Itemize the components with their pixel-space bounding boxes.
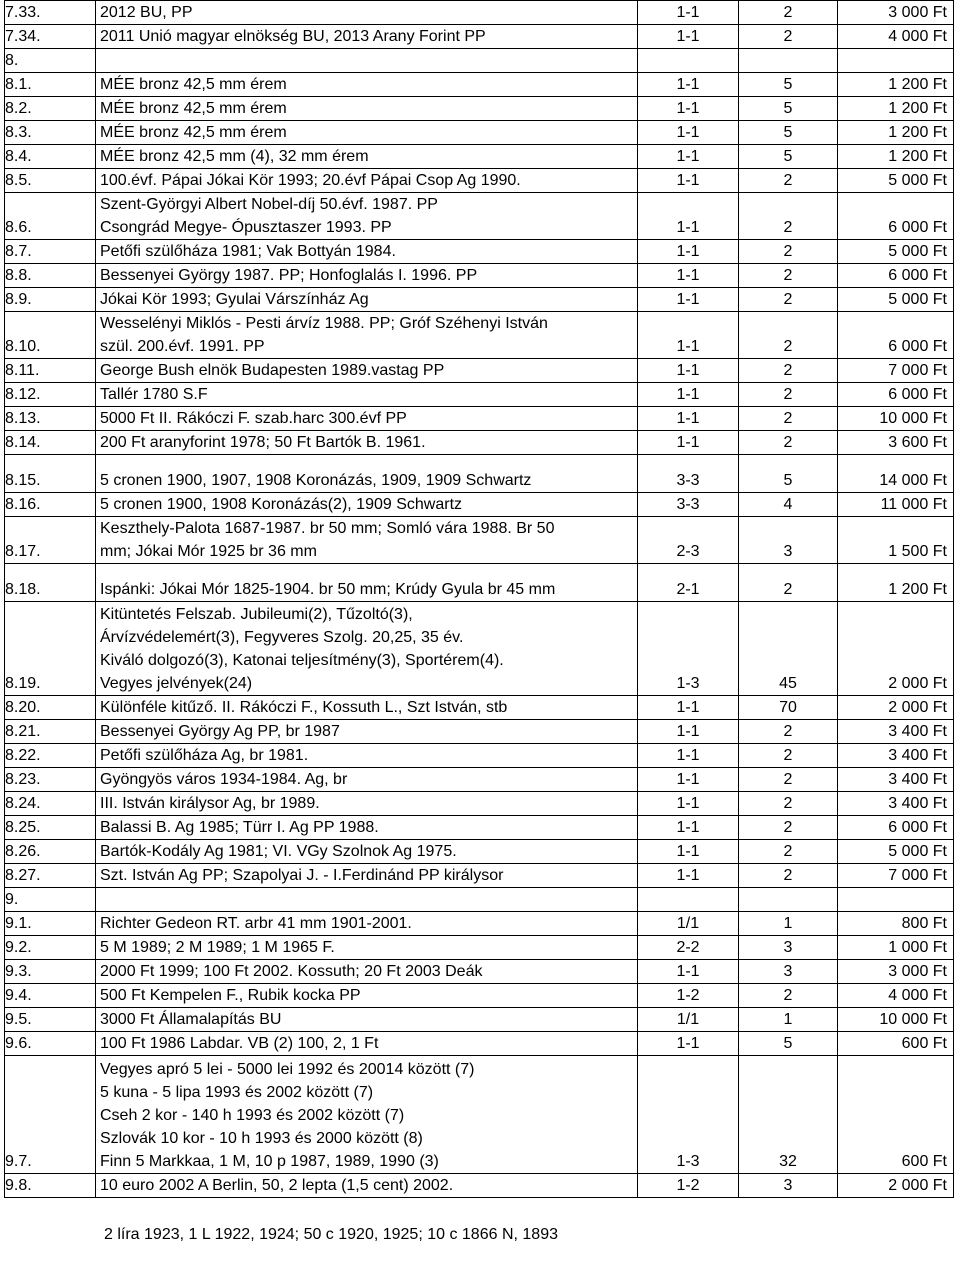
- lot-grade: 1-1: [638, 240, 739, 264]
- lot-price: 3 400 Ft: [838, 792, 954, 816]
- lot-description: [96, 49, 638, 73]
- table-row: [5, 455, 954, 493]
- lot-count: 2: [739, 431, 838, 455]
- lot-grade: 3-3: [638, 455, 739, 493]
- lot-grade: 1-2: [638, 1174, 739, 1198]
- table-row: [5, 960, 954, 984]
- table-row: [5, 49, 954, 73]
- lot-number: 9.2.: [5, 936, 96, 960]
- lot-number: 8.3.: [5, 121, 96, 145]
- lot-price: 6 000 Ft: [838, 264, 954, 288]
- lot-number: 9.5.: [5, 1008, 96, 1032]
- lot-description: Bartók-Kodály Ag 1981; VI. VGy Szolnok Ag 1975.: [96, 840, 638, 864]
- lot-count: 1: [739, 912, 838, 936]
- lot-description: Kitüntetés Felszab. Jubileumi(2), Tűzoltó(3), Árvízvédelemért(3), Fegyveres Szolg. 20,25, 35 év. Kiváló dolgozó(3), Katonai teljesítmény(3), Sportérem(4). Vegyes jelvények(24): [96, 602, 638, 696]
- lot-description: Különféle kitűző. II. Rákóczi F., Kossuth L., Szt István, stb: [96, 696, 638, 720]
- lot-number: 8.25.: [5, 816, 96, 840]
- lot-grade: 1-1: [638, 97, 739, 121]
- lot-grade: 1-1: [638, 792, 739, 816]
- lot-description: 2012 BU, PP: [96, 1, 638, 25]
- lot-number: 8.20.: [5, 696, 96, 720]
- lot-grade: 1-1: [638, 169, 739, 193]
- lot-grade: 1-1: [638, 960, 739, 984]
- lot-description: MÉE bronz 42,5 mm (4), 32 mm érem: [96, 145, 638, 169]
- table-row: [5, 359, 954, 383]
- lot-count: 32: [739, 1056, 838, 1174]
- lot-description: 5 M 1989; 2 M 1989; 1 M 1965 F.: [96, 936, 638, 960]
- lot-number: 7.33.: [5, 1, 96, 25]
- lot-number: 9.8.: [5, 1174, 96, 1198]
- lot-number: 8.12.: [5, 383, 96, 407]
- table-row: [5, 864, 954, 888]
- lot-grade: 1-1: [638, 744, 739, 768]
- cut-off-row-text: 2 líra 1923, 1 L 1922, 1924; 50 c 1920, 1925; 10 c 1866 N, 1893: [104, 1226, 558, 1243]
- lot-price: 4 000 Ft: [838, 25, 954, 49]
- table-row: [5, 73, 954, 97]
- lot-grade: 1-1: [638, 696, 739, 720]
- lot-number: 8.21.: [5, 720, 96, 744]
- lot-description: 2000 Ft 1999; 100 Ft 2002. Kossuth; 20 Ft 2003 Deák: [96, 960, 638, 984]
- lot-price: 3 400 Ft: [838, 720, 954, 744]
- lot-price: 1 200 Ft: [838, 97, 954, 121]
- table-row: [5, 407, 954, 431]
- lot-number: 8.10.: [5, 312, 96, 359]
- table-row: [5, 193, 954, 240]
- table-row: [5, 1008, 954, 1032]
- lot-price: 5 000 Ft: [838, 840, 954, 864]
- table-row: [5, 517, 954, 564]
- lot-price: 1 200 Ft: [838, 145, 954, 169]
- lot-count: 2: [739, 984, 838, 1008]
- table-row: [5, 816, 954, 840]
- lot-number: 8.6.: [5, 193, 96, 240]
- lot-grade: 1-1: [638, 312, 739, 359]
- lot-count: 3: [739, 1174, 838, 1198]
- lot-price: 3 400 Ft: [838, 768, 954, 792]
- lot-price: 7 000 Ft: [838, 864, 954, 888]
- lot-count: 5: [739, 1032, 838, 1056]
- lot-price: 4 000 Ft: [838, 984, 954, 1008]
- lot-count: 3: [739, 517, 838, 564]
- lot-price: 600 Ft: [838, 1056, 954, 1174]
- lot-grade: 2-1: [638, 564, 739, 602]
- table-row: [5, 121, 954, 145]
- lot-description: Petőfi szülőháza Ag, br 1981.: [96, 744, 638, 768]
- lot-price: 5 000 Ft: [838, 169, 954, 193]
- table-row: [5, 602, 954, 696]
- lot-description: Tallér 1780 S.F: [96, 383, 638, 407]
- table-row: [5, 264, 954, 288]
- lot-grade: 1-1: [638, 864, 739, 888]
- lot-description: Petőfi szülőháza 1981; Vak Bottyán 1984.: [96, 240, 638, 264]
- table-row: [5, 1056, 954, 1174]
- table-row: [5, 936, 954, 960]
- lot-grade: 1-1: [638, 840, 739, 864]
- lot-description: Bessenyei György 1987. PP; Honfoglalás I. 1996. PP: [96, 264, 638, 288]
- lot-grade: 2-3: [638, 517, 739, 564]
- lot-price: 5 000 Ft: [838, 288, 954, 312]
- lot-price: 1 000 Ft: [838, 936, 954, 960]
- table-row: [5, 169, 954, 193]
- lot-number: 8.16.: [5, 493, 96, 517]
- lot-count: 45: [739, 602, 838, 696]
- table-row: [5, 696, 954, 720]
- lot-description: 100 Ft 1986 Labdar. VB (2) 100, 2, 1 Ft: [96, 1032, 638, 1056]
- lot-description: 200 Ft aranyforint 1978; 50 Ft Bartók B. 1961.: [96, 431, 638, 455]
- lot-description: MÉE bronz 42,5 mm érem: [96, 73, 638, 97]
- lot-count: 2: [739, 720, 838, 744]
- lot-count: 70: [739, 696, 838, 720]
- lot-grade: 1-1: [638, 431, 739, 455]
- lot-count: 3: [739, 960, 838, 984]
- lot-count: 5: [739, 145, 838, 169]
- lot-description: Richter Gedeon RT. arbr 41 mm 1901-2001.: [96, 912, 638, 936]
- lot-grade: 1-3: [638, 1056, 739, 1174]
- lot-description: 100.évf. Pápai Jókai Kör 1993; 20.évf Pápai Csop Ag 1990.: [96, 169, 638, 193]
- lot-grade: 1-1: [638, 383, 739, 407]
- lot-price: 2 000 Ft: [838, 602, 954, 696]
- lot-number: 8.5.: [5, 169, 96, 193]
- lot-count: [739, 49, 838, 73]
- lot-price: 3 400 Ft: [838, 744, 954, 768]
- lot-grade: 3-3: [638, 493, 739, 517]
- lot-grade: 1-1: [638, 768, 739, 792]
- lot-count: 2: [739, 564, 838, 602]
- lot-number: 8.22.: [5, 744, 96, 768]
- lot-number: 8.2.: [5, 97, 96, 121]
- lot-price: 600 Ft: [838, 1032, 954, 1056]
- lot-number: 8.13.: [5, 407, 96, 431]
- table-row: [5, 25, 954, 49]
- table-row: [5, 888, 954, 912]
- lot-grade: 2-2: [638, 936, 739, 960]
- lot-grade: 1/1: [638, 912, 739, 936]
- lot-description: Wesselényi Miklós - Pesti árvíz 1988. PP; Gróf Széhenyi István szül. 200.évf. 1991. PP: [96, 312, 638, 359]
- lot-number: 8.19.: [5, 602, 96, 696]
- lot-description: Szt. István Ag PP; Szapolyai J. - I.Ferdinánd PP királysor: [96, 864, 638, 888]
- lot-price: 10 000 Ft: [838, 407, 954, 431]
- lot-price: 6 000 Ft: [838, 193, 954, 240]
- lot-number: 9.3.: [5, 960, 96, 984]
- lot-description: 10 euro 2002 A Berlin, 50, 2 lepta (1,5 cent) 2002.: [96, 1174, 638, 1198]
- lot-number: 9.4.: [5, 984, 96, 1008]
- lot-description: Keszthely-Palota 1687-1987. br 50 mm; Somló vára 1988. Br 50 mm; Jókai Mór 1925 br 36 mm: [96, 517, 638, 564]
- lot-number: 8.15.: [5, 455, 96, 493]
- lot-description: 3000 Ft Államalapítás BU: [96, 1008, 638, 1032]
- lot-price: 11 000 Ft: [838, 493, 954, 517]
- table-row: [5, 912, 954, 936]
- lot-description: 5000 Ft II. Rákóczi F. szab.harc 300.évf PP: [96, 407, 638, 431]
- lot-price: 2 000 Ft: [838, 1174, 954, 1198]
- lot-price: [838, 888, 954, 912]
- lot-price: 1 200 Ft: [838, 121, 954, 145]
- lot-count: 5: [739, 73, 838, 97]
- lot-grade: 1-1: [638, 73, 739, 97]
- table-row: [5, 383, 954, 407]
- lot-description: MÉE bronz 42,5 mm érem: [96, 97, 638, 121]
- lot-count: 2: [739, 1, 838, 25]
- lot-number: 8.24.: [5, 792, 96, 816]
- lot-count: 2: [739, 169, 838, 193]
- table-row: [5, 792, 954, 816]
- lot-description: 5 cronen 1900, 1908 Koronázás(2), 1909 Schwartz: [96, 493, 638, 517]
- lot-description: Szent-Györgyi Albert Nobel-díj 50.évf. 1987. PP Csongrád Megye- Ópusztaszer 1993. PP: [96, 193, 638, 240]
- lot-number: 8.4.: [5, 145, 96, 169]
- table-row: [5, 240, 954, 264]
- lot-description: George Bush elnök Budapesten 1989.vastag PP: [96, 359, 638, 383]
- table-row: [5, 840, 954, 864]
- table-row: [5, 1032, 954, 1056]
- lot-price: 1 500 Ft: [838, 517, 954, 564]
- lot-price: 7 000 Ft: [838, 359, 954, 383]
- lot-grade: [638, 888, 739, 912]
- lot-count: 5: [739, 97, 838, 121]
- lot-count: 2: [739, 312, 838, 359]
- lot-count: 2: [739, 840, 838, 864]
- lot-price: 6 000 Ft: [838, 816, 954, 840]
- lot-grade: 1-1: [638, 264, 739, 288]
- lot-grade: 1-1: [638, 720, 739, 744]
- lot-number: 8.11.: [5, 359, 96, 383]
- lot-grade: 1-1: [638, 25, 739, 49]
- lot-price: 5 000 Ft: [838, 240, 954, 264]
- lot-count: 2: [739, 264, 838, 288]
- lot-description: 500 Ft Kempelen F., Rubik kocka PP: [96, 984, 638, 1008]
- lot-count: 2: [739, 193, 838, 240]
- lot-number: 8.8.: [5, 264, 96, 288]
- table-row: [5, 1174, 954, 1198]
- lot-count: 2: [739, 864, 838, 888]
- lot-count: 2: [739, 359, 838, 383]
- lot-grade: 1-1: [638, 359, 739, 383]
- table-row: [5, 744, 954, 768]
- lot-description: [96, 888, 638, 912]
- lot-count: 2: [739, 407, 838, 431]
- lot-description: Vegyes apró 5 lei - 5000 lei 1992 és 20014 között (7) 5 kuna - 5 lipa 1993 és 2002 között (7) Cseh 2 kor - 140 h 1993 és 2002 között (7) Szlovák 10 kor - 10 h 1993 és 2000 között (8) Finn 5 Markkaa, 1 M, 10 p 1987, 1989, 1990 (3): [96, 1056, 638, 1174]
- table-row: [5, 493, 954, 517]
- table-row: [5, 312, 954, 359]
- lot-count: 2: [739, 792, 838, 816]
- lot-number: 9.1.: [5, 912, 96, 936]
- lot-price: 1 200 Ft: [838, 564, 954, 602]
- table-row: [5, 768, 954, 792]
- lot-count: 1: [739, 1008, 838, 1032]
- lot-count: [739, 888, 838, 912]
- lot-grade: 1-1: [638, 1032, 739, 1056]
- lot-number: 8.14.: [5, 431, 96, 455]
- lot-number: 8.9.: [5, 288, 96, 312]
- table-row: [5, 431, 954, 455]
- lot-count: 2: [739, 383, 838, 407]
- lot-description: III. István királysor Ag, br 1989.: [96, 792, 638, 816]
- lot-grade: 1-3: [638, 602, 739, 696]
- lot-number: 7.34.: [5, 25, 96, 49]
- auction-lot-table: [4, 0, 954, 1198]
- lot-price: 2 000 Ft: [838, 696, 954, 720]
- lot-price: 6 000 Ft: [838, 312, 954, 359]
- lot-grade: 1-1: [638, 193, 739, 240]
- lot-grade: 1-1: [638, 288, 739, 312]
- lot-number: 8.27.: [5, 864, 96, 888]
- lot-number: 9.6.: [5, 1032, 96, 1056]
- lot-price: 800 Ft: [838, 912, 954, 936]
- lot-number: 8.: [5, 49, 96, 73]
- table-row: [5, 720, 954, 744]
- lot-description: Ispánki: Jókai Mór 1825-1904. br 50 mm; Krúdy Gyula br 45 mm: [96, 564, 638, 602]
- lot-price: 10 000 Ft: [838, 1008, 954, 1032]
- lot-count: 2: [739, 768, 838, 792]
- lot-number: 8.23.: [5, 768, 96, 792]
- lot-count: 4: [739, 493, 838, 517]
- lot-number: 9.: [5, 888, 96, 912]
- table-row: [5, 145, 954, 169]
- lot-price: 3 000 Ft: [838, 960, 954, 984]
- lot-number: 8.18.: [5, 564, 96, 602]
- lot-count: 2: [739, 240, 838, 264]
- lot-count: 2: [739, 288, 838, 312]
- lot-description: Gyöngyös város 1934-1984. Ag, br: [96, 768, 638, 792]
- lot-grade: 1-1: [638, 407, 739, 431]
- lot-count: 3: [739, 936, 838, 960]
- lot-count: 5: [739, 121, 838, 145]
- table-row: [5, 564, 954, 602]
- lot-number: 9.7.: [5, 1056, 96, 1174]
- lot-grade: 1-1: [638, 1, 739, 25]
- lot-number: 8.7.: [5, 240, 96, 264]
- table-row: [5, 97, 954, 121]
- lot-number: 8.17.: [5, 517, 96, 564]
- lot-description: Balassi B. Ag 1985; Türr I. Ag PP 1988.: [96, 816, 638, 840]
- lot-price: [838, 49, 954, 73]
- lot-number: 8.1.: [5, 73, 96, 97]
- table-row: [5, 288, 954, 312]
- table-row: [5, 1, 954, 25]
- lot-count: 2: [739, 25, 838, 49]
- lot-price: 3 600 Ft: [838, 431, 954, 455]
- lot-grade: 1-2: [638, 984, 739, 1008]
- lot-grade: 1/1: [638, 1008, 739, 1032]
- lot-grade: [638, 49, 739, 73]
- lot-price: 6 000 Ft: [838, 383, 954, 407]
- lot-grade: 1-1: [638, 121, 739, 145]
- lot-count: 2: [739, 816, 838, 840]
- lot-count: 5: [739, 455, 838, 493]
- lot-description: Jókai Kör 1993; Gyulai Várszínház Ag: [96, 288, 638, 312]
- lot-number: 8.26.: [5, 840, 96, 864]
- lot-price: 1 200 Ft: [838, 73, 954, 97]
- lot-description: Bessenyei György Ag PP, br 1987: [96, 720, 638, 744]
- lot-description: 5 cronen 1900, 1907, 1908 Koronázás, 1909, 1909 Schwartz: [96, 455, 638, 493]
- lot-grade: 1-1: [638, 145, 739, 169]
- lot-description: 2011 Unió magyar elnökség BU, 2013 Arany Forint PP: [96, 25, 638, 49]
- table-row: [5, 984, 954, 1008]
- lot-count: 2: [739, 744, 838, 768]
- lot-price: 14 000 Ft: [838, 455, 954, 493]
- lot-grade: 1-1: [638, 816, 739, 840]
- lot-price: 3 000 Ft: [838, 1, 954, 25]
- lot-description: MÉE bronz 42,5 mm érem: [96, 121, 638, 145]
